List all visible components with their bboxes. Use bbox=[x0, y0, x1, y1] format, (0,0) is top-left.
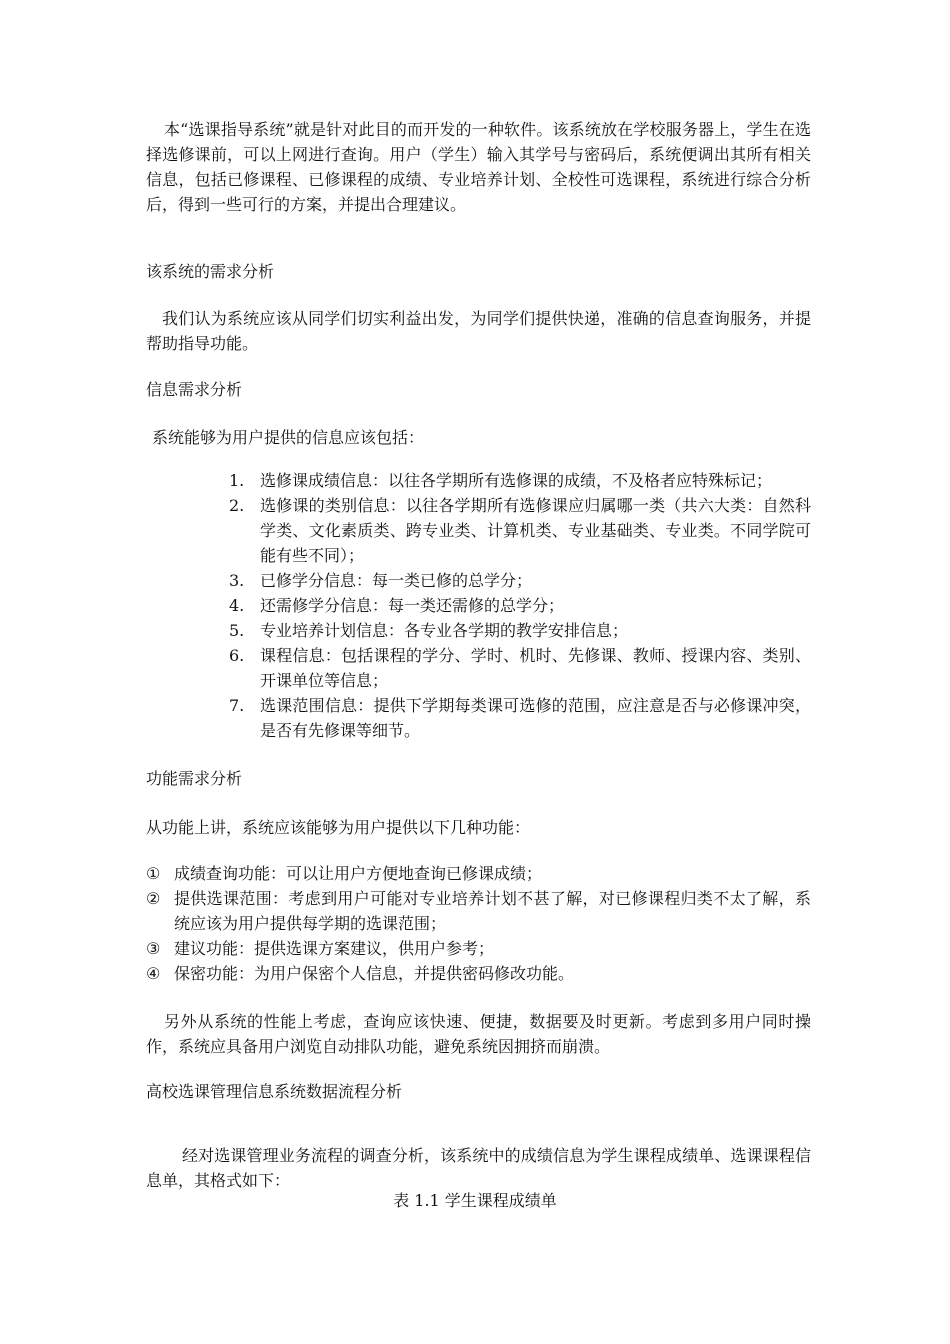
list-item-text: 课程信息：包括课程的学分、学时、机时、先修课、教师、授课内容、类别、开课单位等信息； bbox=[260, 646, 811, 690]
list-item-text: 选修课成绩信息：以往各学期所有选修课的成绩，不及格者应特殊标记； bbox=[260, 471, 773, 490]
list-item-number: 2. bbox=[229, 496, 245, 515]
list-item-text: 还需修学分信息：每一类还需修的总学分； bbox=[260, 596, 565, 615]
list-item bbox=[146, 961, 811, 986]
list-item bbox=[229, 493, 811, 568]
list-item-text: 专业培养计划信息：各专业各学期的教学安排信息； bbox=[260, 621, 629, 640]
dataflow-heading: 高校选课管理信息系统数据流程分析 bbox=[146, 1082, 403, 1101]
list-item bbox=[229, 568, 811, 593]
list-item-number: 1. bbox=[229, 471, 245, 490]
list-item-text: 保密功能：为用户保密个人信息，并提供密码修改功能。 bbox=[174, 964, 575, 983]
list-item bbox=[146, 861, 811, 886]
list-item-number: ① bbox=[146, 864, 161, 883]
requirements-heading: 该系统的需求分析 bbox=[146, 262, 275, 281]
table-caption: 表 1.1 学生课程成绩单 bbox=[393, 1191, 557, 1210]
list-item-text: 选课范围信息：提供下学期每类课可选修的范围，应注意是否与必修课冲突，是否有先修课等细节。 bbox=[260, 696, 811, 740]
list-item bbox=[229, 468, 811, 493]
info-requirements-heading: 信息需求分析 bbox=[146, 380, 243, 399]
list-item-number: 3. bbox=[229, 571, 245, 590]
list-item bbox=[229, 693, 811, 743]
list-item-number: ③ bbox=[146, 939, 161, 958]
dataflow-paragraph: 经对选课管理业务流程的调查分析，该系统中的成绩信息为学生课程成绩单、选课课程信息单，其格式如下： bbox=[146, 1146, 811, 1190]
list-item bbox=[146, 886, 811, 936]
info-requirements-list bbox=[229, 468, 811, 743]
list-item-text: 建议功能：提供选课方案建议，供用户参考； bbox=[174, 939, 495, 958]
list-item-text: 提供选课范围：考虑到用户可能对专业培养计划不甚了解，对已修课程归类不太了解，系统应该为用户提供每学期的选课范围； bbox=[174, 889, 811, 933]
list-item-number: ④ bbox=[146, 964, 161, 983]
list-item bbox=[229, 618, 811, 643]
info-requirements-lead: 系统能够为用户提供的信息应该包括： bbox=[152, 428, 425, 447]
intro-paragraph: 本“选课指导系统”就是针对此目的而开发的一种软件。该系统放在学校服务器上，学生在选择选修课前，可以上网进行查询。用户（学生）输入其学号与密码后，系统便调出其所有相关信息，包括已修课程、已修课程的成绩、专业培养计划、全校性可选课程，系统进行综合分析后，得到一些可行的方案，并提出合理建议。 bbox=[146, 120, 811, 214]
list-item-text: 选修课的类别信息：以往各学期所有选修课应归属哪一类（共六大类：自然科学类、文化素质类、跨专业类、计算机类、专业基础类、专业类。不同学院可能有些不同）； bbox=[260, 496, 811, 565]
performance-paragraph: 另外从系统的性能上考虑，查询应该快速、便捷，数据要及时更新。考虑到多用户同时操作，系统应具备用户浏览自动排队功能，避免系统因拥挤而崩溃。 bbox=[146, 1012, 811, 1056]
list-item bbox=[229, 593, 811, 618]
list-item-number: 4. bbox=[229, 596, 245, 615]
list-item bbox=[229, 643, 811, 693]
list-item-number: 5. bbox=[229, 621, 245, 640]
list-item-text: 成绩查询功能：可以让用户方便地查询已修课成绩； bbox=[174, 864, 543, 883]
function-list bbox=[146, 861, 811, 986]
function-requirements-lead: 从功能上讲，系统应该能够为用户提供以下几种功能： bbox=[146, 818, 531, 837]
list-item-number: ② bbox=[146, 889, 161, 908]
list-item-text: 已修学分信息：每一类已修的总学分； bbox=[260, 571, 533, 590]
function-requirements-heading: 功能需求分析 bbox=[146, 769, 243, 788]
requirements-paragraph: 我们认为系统应该从同学们切实利益出发，为同学们提供快递，准确的信息查询服务，并提帮助指导功能。 bbox=[146, 309, 811, 353]
list-item bbox=[146, 936, 811, 961]
list-item-number: 7. bbox=[229, 696, 245, 715]
list-item-number: 6. bbox=[229, 646, 245, 665]
